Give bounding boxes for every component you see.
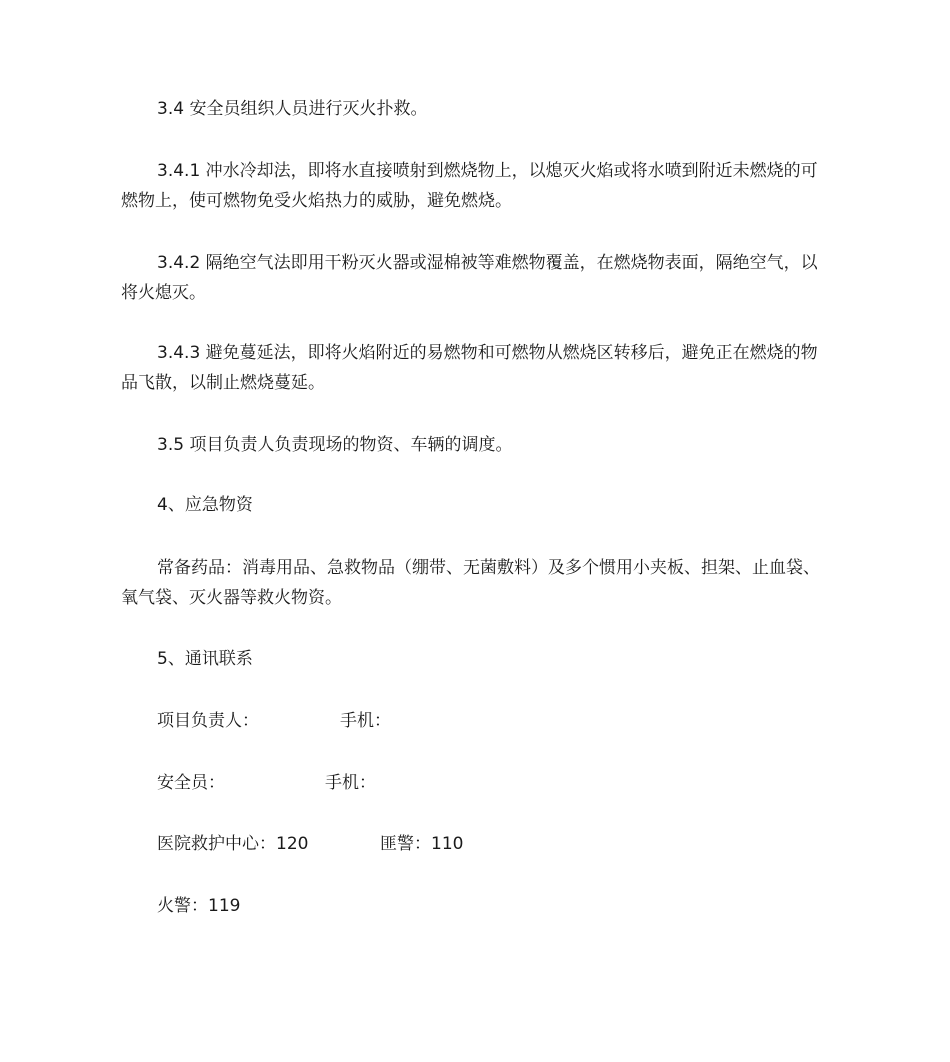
fire-contact: 火警：119 [157, 896, 241, 916]
hospital-contact: 医院救护中心：120 [157, 834, 309, 854]
police-contact: 匪警：110 [380, 834, 464, 854]
section-3-4-3: 3.4.3 避免蔓延法，即将火焰附近的易燃物和可燃物从燃烧区转移后，避免正在燃烧的物品飞散，以制止燃烧蔓延。 [121, 343, 818, 393]
section-3-5: 3.5 项目负责人负责现场的物资、车辆的调度。 [157, 435, 513, 455]
safety-officer-label: 安全员： [157, 773, 225, 793]
project-leader-label: 项目负责人： [157, 711, 259, 731]
supplies-list: 常备药品：消毒用品、急救物品（绷带、无菌敷料）及多个惯用小夹板、担架、止血袋、氧气袋、灭火器等救火物资。 [121, 558, 820, 608]
heading-emergency-supplies: 4、应急物资 [157, 495, 253, 515]
project-leader-phone-label: 手机： [340, 711, 391, 731]
section-3-4: 3.4 安全员组织人员进行灭火扑救。 [157, 99, 428, 119]
safety-officer-phone-label: 手机： [325, 773, 376, 793]
section-3-4-1: 3.4.1 冲水冷却法，即将水直接喷射到燃烧物上，以熄灭火焰或将水喷到附近未燃烧的可燃物上，使可燃物免受火焰热力的威胁，避免燃烧。 [121, 161, 818, 211]
section-3-4-2: 3.4.2 隔绝空气法即用干粉灭火器或湿棉被等难燃物覆盖，在燃烧物表面，隔绝空气，以将火熄灭。 [121, 253, 818, 303]
heading-communication: 5、通讯联系 [157, 649, 253, 669]
